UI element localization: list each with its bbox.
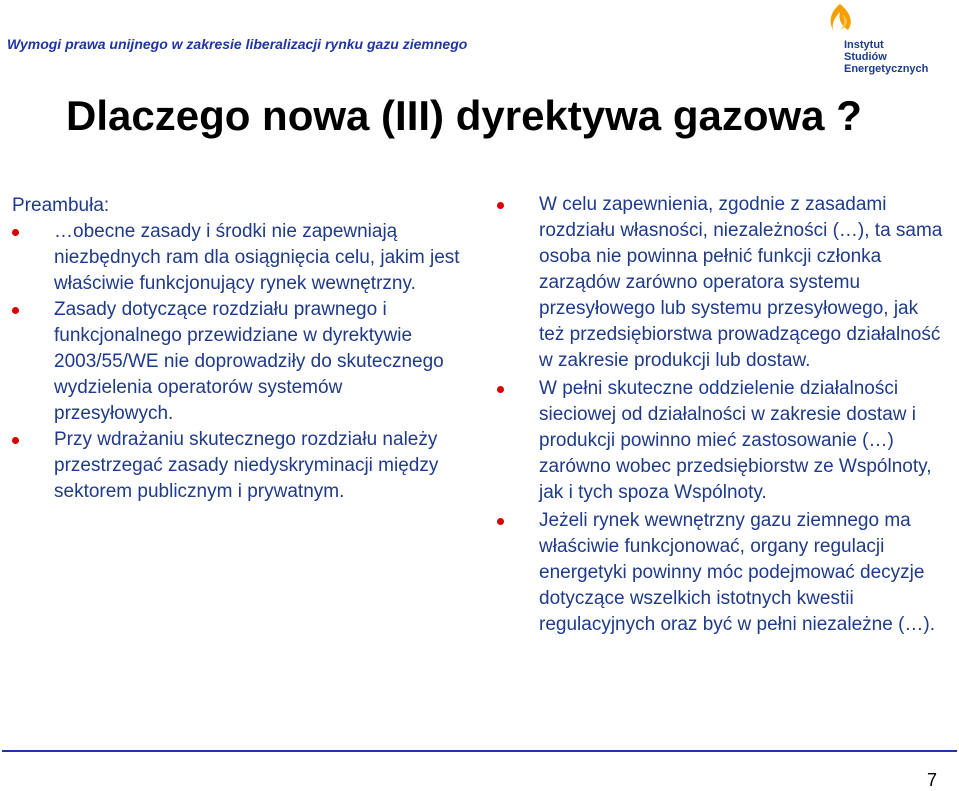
list-item-text: …obecne zasady i środki nie zapewniają niezbędnych ram dla osiągnięcia celu, jakim jest właściwie funkcjonujący rynek wewnętrzny.: [54, 221, 460, 294]
logo-text-line1: Instytut: [844, 39, 884, 51]
list-item: [12, 427, 462, 505]
list-item: [497, 192, 947, 374]
bullet-icon: [497, 386, 504, 393]
list-item: [12, 297, 462, 427]
flame-logo-icon: [820, 2, 860, 42]
list-item-text: W celu zapewnienia, zgodnie z zasadami rozdziału własności, niezależności (…), ta sama osoba nie powinna pełnić funkcji członka zarządów zarówno operatora systemu przesyłowego lub systemu przesyłowego, jak też przedsiębiorstwa prowadzącego działalność w zakresie produkcji lub dostaw.: [539, 194, 943, 371]
list-item-text: Przy wdrażaniu skutecznego rozdziału należy przestrzegać zasady niedyskryminacji między sektorem publicznym i prywatnym.: [54, 429, 439, 502]
header-title: Wymogi prawa unijnego w zakresie liberalizacji rynku gazu ziemnego: [7, 36, 468, 52]
institute-logo: [806, 2, 956, 75]
list-item: [12, 219, 462, 297]
bullet-icon: [12, 437, 19, 444]
page-number: 7: [927, 770, 938, 790]
bullet-icon: [497, 202, 504, 209]
right-column: [497, 192, 947, 640]
list-item-text: Zasady dotyczące rozdziału prawnego i funkcjonalnego przewidziane w dyrektywie 2003/55/WE nie doprowadziły do skutecznego wydzielenia operatorów systemów przesyłowych.: [54, 299, 444, 424]
bullet-icon: [12, 229, 19, 236]
footer-divider: [2, 750, 957, 752]
list-item: [497, 508, 947, 638]
list-item-text: W pełni skuteczne oddzielenie działalności sieciowej od działalności w zakresie dostaw i produkcji powinno mieć zastosowanie (…) zarówno wobec przedsiębiorstw ze Wspólnoty, jak i tych spoza Wspólnoty.: [539, 378, 932, 503]
bullet-icon: [497, 518, 504, 525]
preamble-label: Preambuła:: [12, 195, 110, 216]
list-item-text: Jeżeli rynek wewnętrzny gazu ziemnego ma właściwie funkcjonować, organy regulacji energetyki powinny móc podejmować decyzje dotyczące wszelkich istotnych kwestii regulacyjnych oraz być w pełni niezależne (…).: [539, 510, 936, 635]
bullet-icon: [12, 307, 19, 314]
logo-text-line2: Studiów Energetycznych: [844, 51, 929, 75]
page-title: Dlaczego nowa (III) dyrektywa gazowa ?: [66, 92, 862, 139]
left-column: [12, 193, 462, 505]
list-item: [497, 376, 947, 506]
